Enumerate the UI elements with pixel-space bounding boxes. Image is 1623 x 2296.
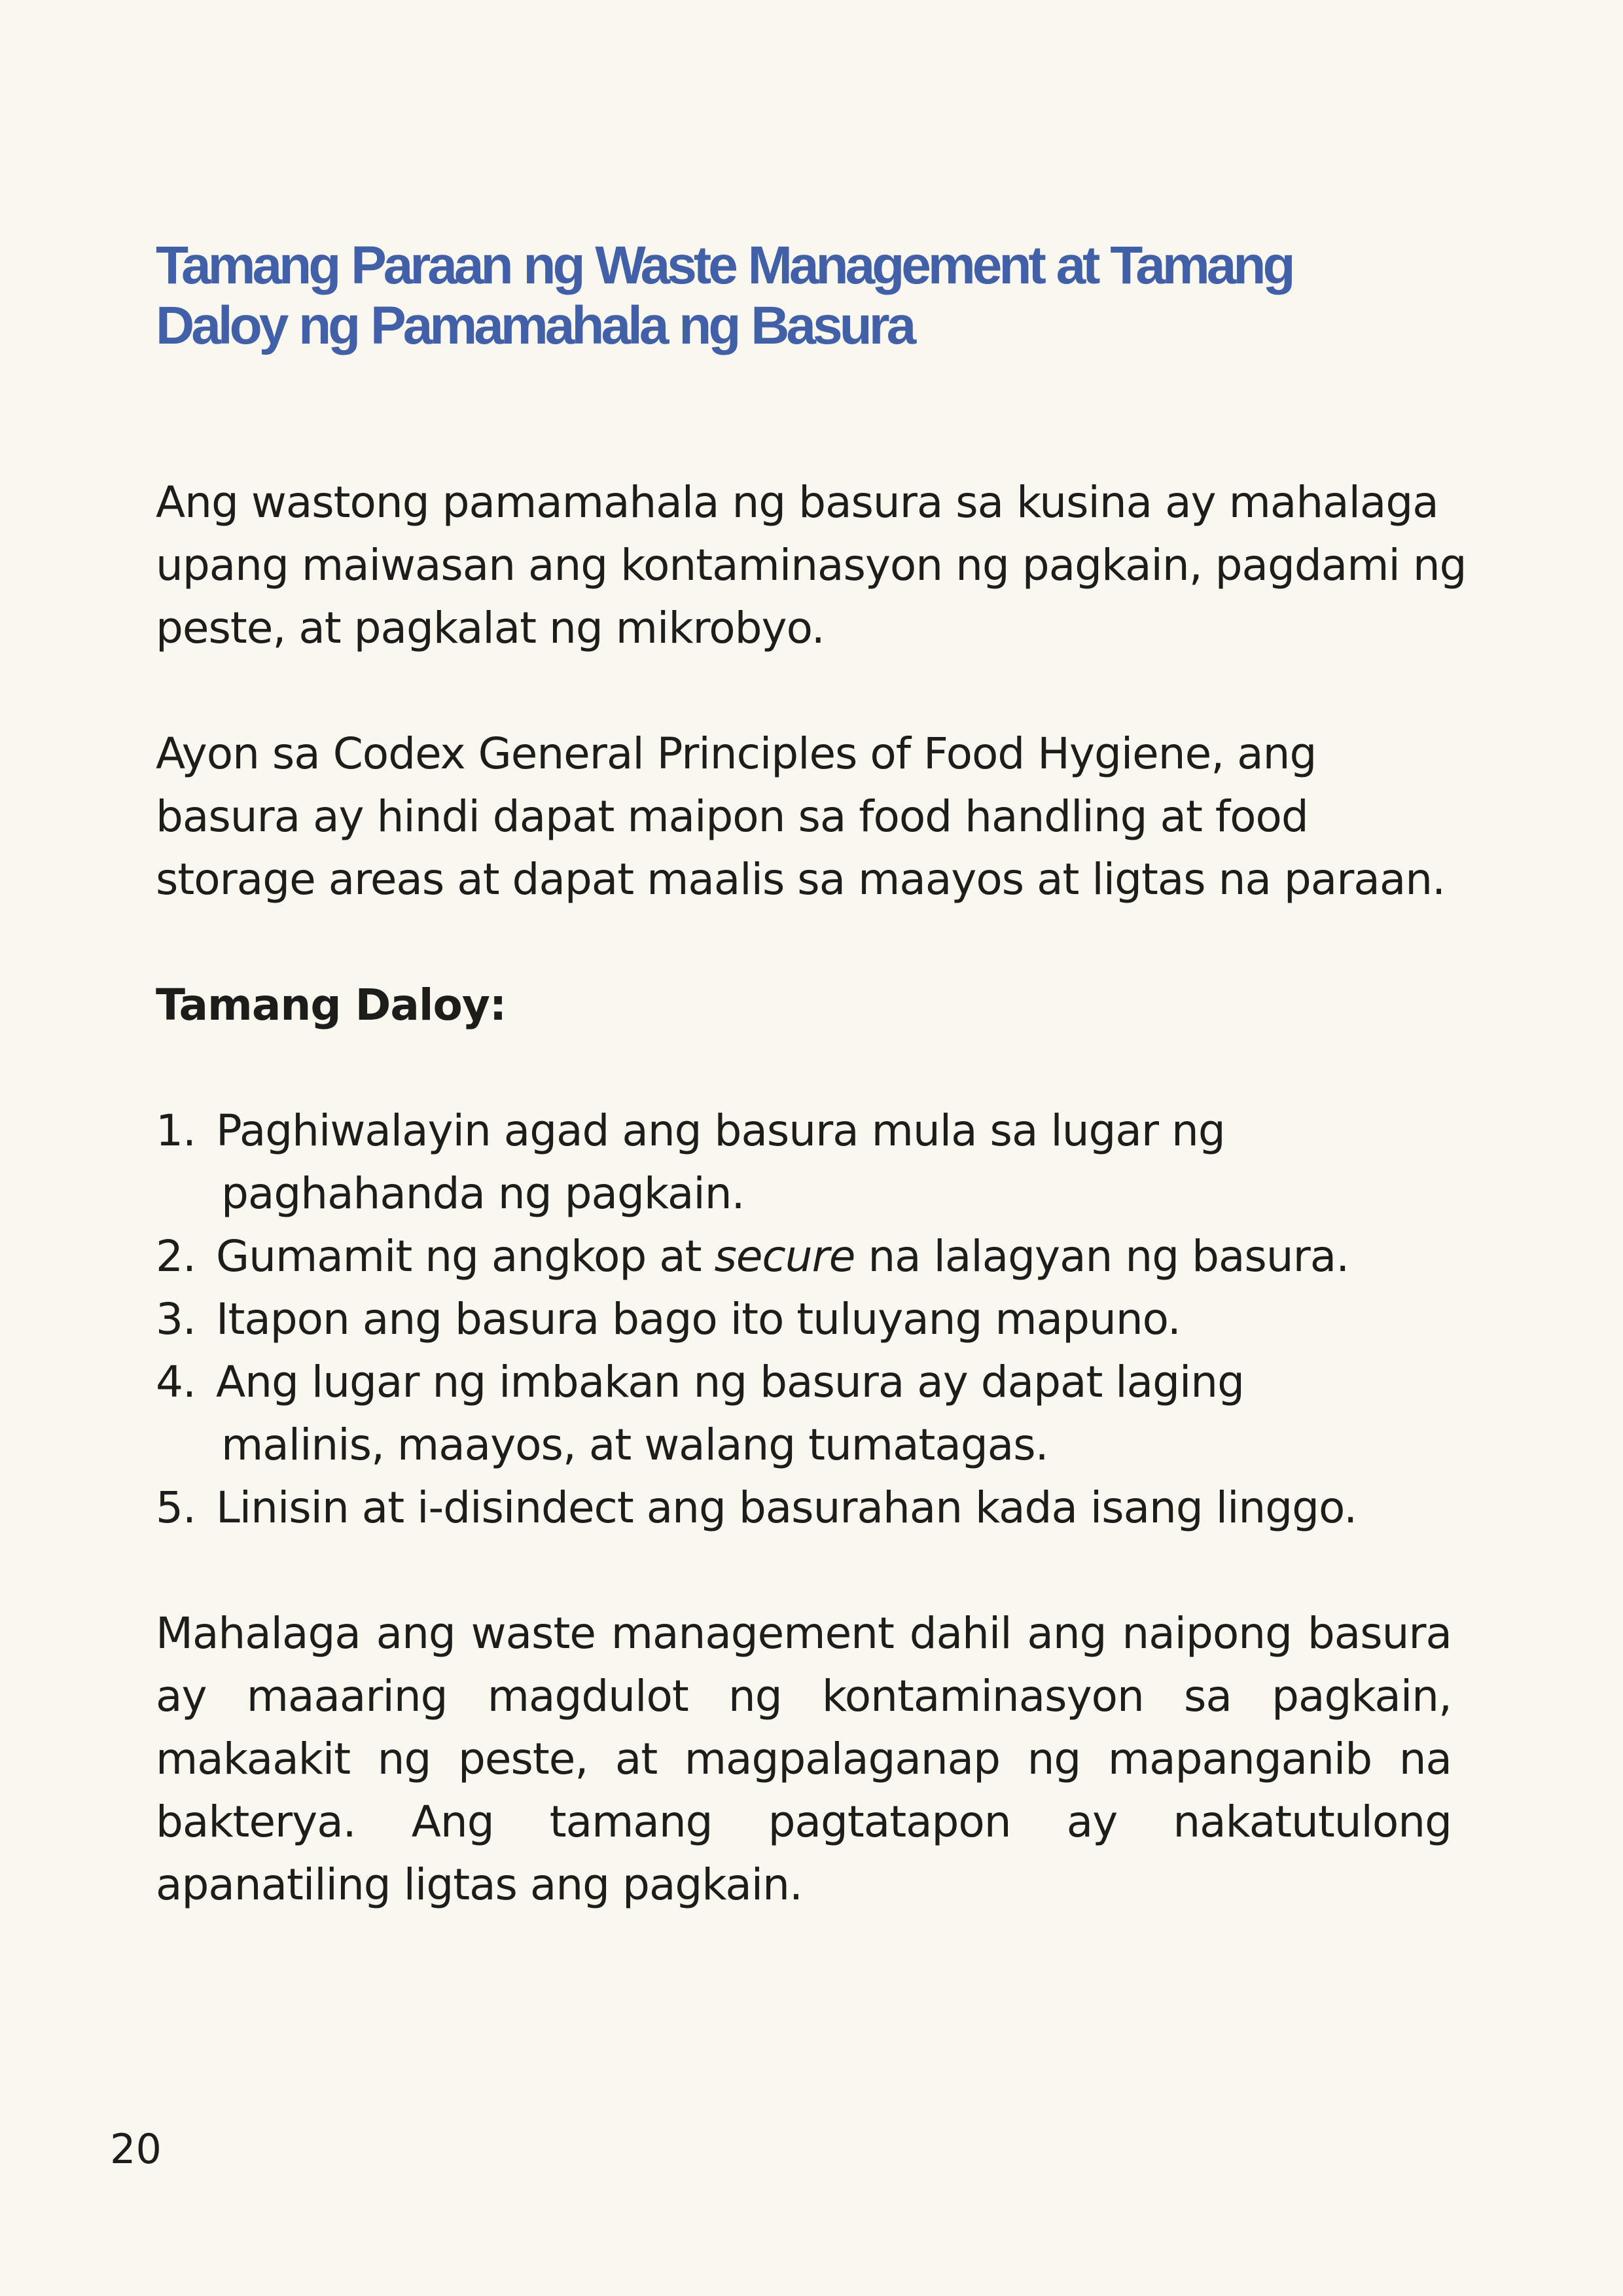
step-text: Linisin at i-disindect ang basurahan kada isang linggo. (216, 1482, 1357, 1533)
step-text (216, 1231, 1349, 1282)
step-text-continued: paghahanda ng pagkain. (221, 1168, 745, 1219)
step-text: Ang lugar ng imbakan ng basura ay dapat laging (216, 1357, 1245, 1407)
page-title-line-2: Daloy ng Pamamahala ng Basura (156, 296, 914, 355)
page-title (156, 236, 1504, 356)
step-number: 4. (156, 1357, 196, 1407)
intro-paragraph-2-line-2: basura ay hindi dapat maipon sa food handling at food (156, 791, 1308, 842)
step-text-emphasis: secure (714, 1231, 855, 1282)
intro-paragraph-1-line-1: Ang wastong pamamahala ng basura sa kusina ay mahalaga (156, 477, 1438, 528)
step-text: Itapon ang basura bago ito tuluyang mapuno. (216, 1294, 1181, 1344)
step-number: 3. (156, 1294, 196, 1344)
list-item (156, 1351, 1504, 1477)
step-text-before: Gumamit ng angkop at (216, 1231, 715, 1282)
intro-paragraph-1 (156, 471, 1504, 660)
flow-steps-list (156, 1100, 1504, 1539)
intro-paragraph-2-line-1: Ayon sa Codex General Principles of Food Hygiene, ang (156, 728, 1317, 779)
intro-paragraph-1-line-3: peste, at pagkalat ng mikrobyo. (156, 603, 825, 653)
list-item (156, 1477, 1504, 1539)
list-item (156, 1100, 1504, 1225)
page-title-line-1: Tamang Paraan ng Waste Management at Tamang (156, 236, 1293, 295)
step-number: 5. (156, 1482, 196, 1533)
intro-paragraph-2 (156, 723, 1504, 911)
intro-paragraph-1-line-2: upang maiwasan ang kontaminasyon ng pagkain, pagdami ng (156, 540, 1467, 590)
list-item (156, 1288, 1504, 1351)
intro-paragraph-2-line-3: storage areas at dapat maalis sa maayos at ligtas na paraan. (156, 854, 1446, 905)
document-page (156, 236, 1504, 1916)
page-number: 20 (110, 2125, 162, 2173)
step-text: Paghiwalayin agad ang basura mula sa lugar ng (216, 1105, 1225, 1156)
closing-paragraph: Mahalaga ang waste management dahil ang naipong basura ay maaaring magdulot ng kontaminasyon sa pagkain, makaakit ng peste, at magpalaganap ng mapanganib na bakterya. Ang tamang pagtatapon ay nakatutulong apanatiling ligtas ang pagkain. (156, 1608, 1452, 1910)
step-number: 2. (156, 1231, 196, 1282)
list-item (156, 1225, 1504, 1288)
step-text-after: na lalagyan ng basura. (855, 1231, 1349, 1282)
step-number: 1. (156, 1105, 196, 1156)
flow-subheading: Tamang Daloy: (156, 980, 507, 1030)
step-text-continued: malinis, maayos, at walang tumatagas. (221, 1420, 1048, 1470)
